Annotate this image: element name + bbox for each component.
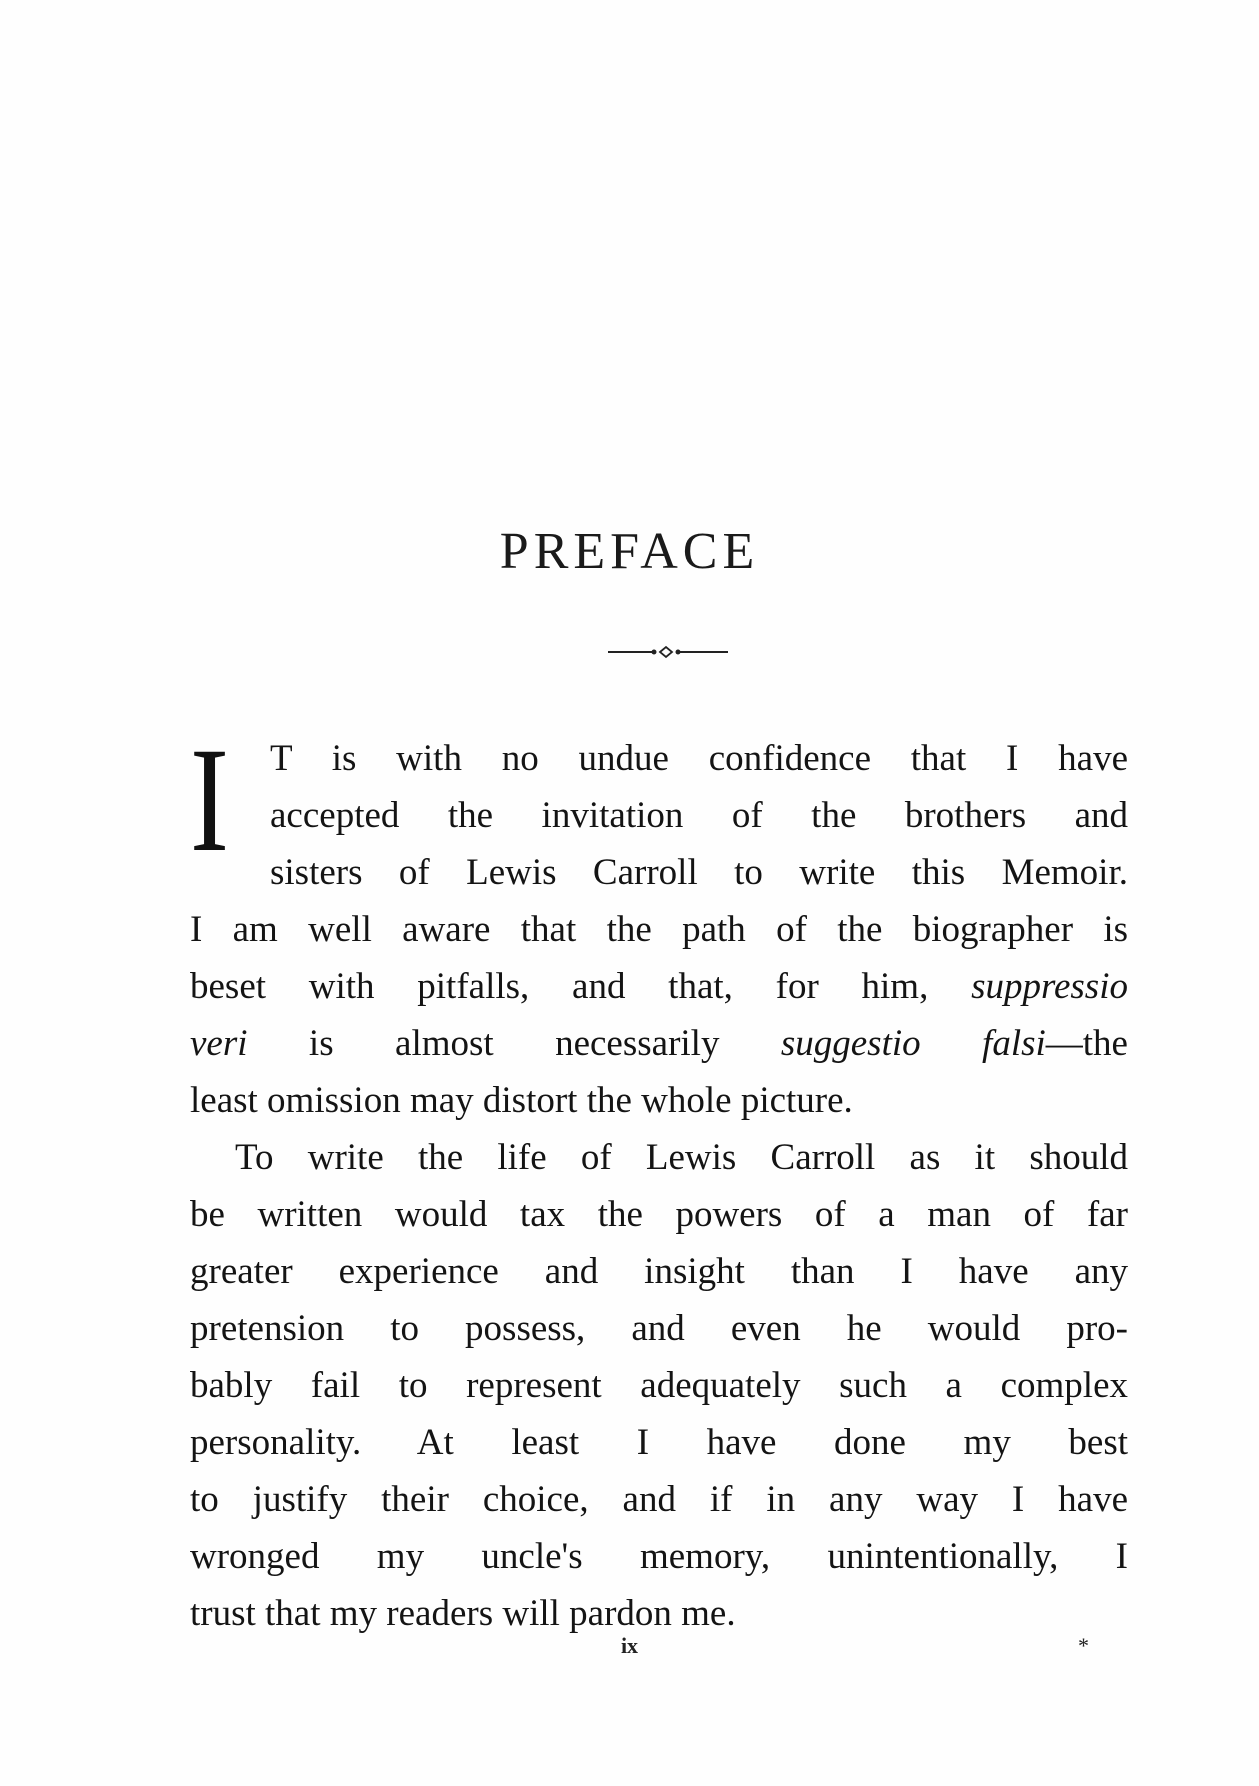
text-line	[190, 958, 1128, 1015]
italic-phrase: suggestio falsi	[780, 1023, 1046, 1064]
text-line: personality. At least I have done my best	[190, 1422, 1128, 1463]
text-run: is almost necessarily	[247, 1023, 781, 1064]
ornament-divider	[608, 645, 728, 659]
text-line: To write the life of Lewis Carroll as it should	[235, 1137, 1128, 1178]
text-line	[190, 1015, 1128, 1072]
text-line: I am well aware that the path of the biographer is	[190, 909, 1128, 950]
text-line: to justify their choice, and if in any way I have	[190, 1479, 1128, 1520]
text-run: —the	[1045, 1023, 1128, 1064]
text-line: be written would tax the powers of a man of far	[190, 1194, 1128, 1235]
text-line: accepted the invitation of the brothers and	[270, 795, 1128, 836]
text-line: wronged my uncle's memory, unintentionally, I	[190, 1536, 1128, 1577]
text-line: least omission may distort the whole picture.	[190, 1080, 853, 1121]
page-title: PREFACE	[499, 523, 760, 580]
page-number: ix	[620, 1633, 639, 1658]
text-run: beset with pitfalls, and that, for him,	[190, 966, 972, 1007]
text-line: trust that my readers will pardon me.	[190, 1593, 736, 1634]
text-line: greater experience and insight than I have any	[190, 1251, 1128, 1292]
text-line: bably fail to represent adequately such a complex	[190, 1365, 1128, 1406]
italic-phrase: suppressio	[971, 966, 1128, 1007]
italic-phrase: veri	[190, 1023, 248, 1064]
signature-mark: *	[1078, 1633, 1089, 1658]
text-line: T is with no undue confidence that I have	[270, 738, 1128, 779]
preface-text	[190, 717, 1128, 1642]
drop-cap: I	[190, 717, 229, 883]
text-line: sisters of Lewis Carroll to write this Memoir.	[270, 852, 1128, 893]
text-line: pretension to possess, and even he would pro-	[190, 1308, 1128, 1349]
